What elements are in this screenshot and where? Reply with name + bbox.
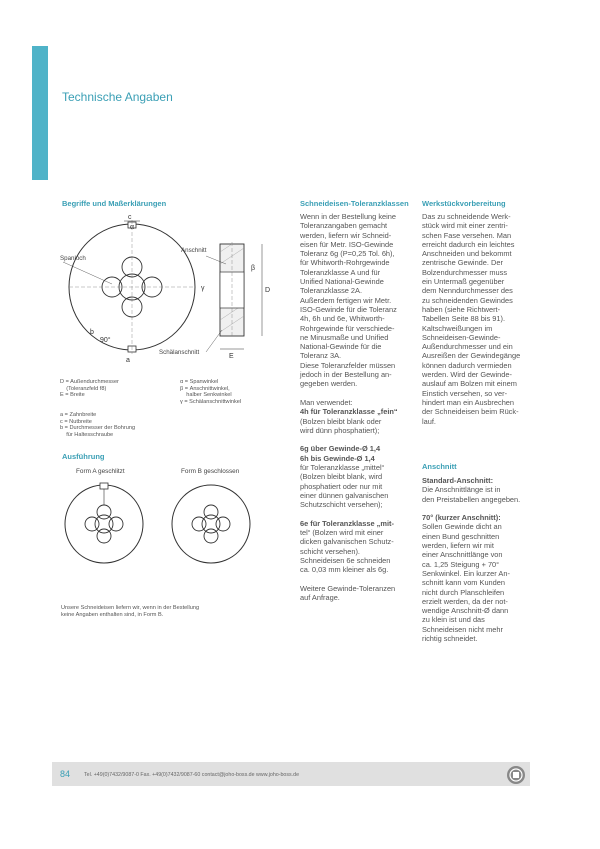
page-number: 84	[60, 769, 71, 779]
text-line: Schneideisen nicht mehr	[422, 624, 503, 634]
form-b-closed-die	[167, 480, 257, 570]
svg-text:b: b	[90, 329, 94, 336]
text-line: Diese Toleranzfelder müssen	[300, 360, 396, 370]
svg-text:α: α	[130, 224, 135, 231]
text-line: 70° (kurzer Anschnitt):	[422, 513, 501, 523]
text-line: auslauf am Bolzen mit einem	[422, 379, 517, 389]
text-line: 6h bis Gewinde-Ø 1,4	[300, 453, 375, 463]
text-line: haben (siehe Richtwert-	[422, 304, 501, 314]
text-line: einer dünnen galvanischen	[300, 490, 389, 500]
text-line: Toleranzklasse A und für	[300, 267, 381, 277]
label-form-b: Form B geschlossen	[181, 468, 240, 475]
text-line: Rohrgewinde für verschiede-	[300, 323, 395, 333]
text-line: gegeben werden.	[300, 379, 358, 389]
text-line: ca. 1,25 Steigung + 70°	[422, 559, 500, 569]
text-line: eisen für Metr. ISO-Gewinde	[300, 239, 394, 249]
prep-text	[422, 212, 520, 426]
text-line: werden, liefern wir mit	[422, 541, 494, 551]
text-line	[422, 504, 520, 513]
text-line: Die Anschnittlänge ist in	[422, 485, 501, 495]
text-line: ein Untermaß gegenüber	[422, 277, 505, 287]
svg-text:β: β	[251, 265, 256, 272]
text-line: dem Nenndurchmesser des	[422, 286, 513, 296]
text-line	[300, 510, 398, 519]
section-heading-chamfer: Anschnitt	[422, 462, 457, 471]
text-line: 4h für Toleranzklasse „fein“	[300, 407, 398, 417]
company-logo	[506, 765, 526, 785]
text-line: der Schneideisen beim Rück-	[422, 407, 519, 417]
text-line: auf Anfrage.	[300, 593, 340, 603]
label-spanloch: Spanloch	[60, 255, 86, 262]
svg-text:D: D	[265, 287, 271, 294]
text-line: Toleranz 6g (P=0,25 Tol. 6h),	[300, 249, 395, 259]
text-line: zu schneidenden Gewindes	[422, 295, 513, 305]
text-line	[300, 435, 398, 444]
text-line: Man verwendet:	[300, 397, 353, 407]
text-line: schnitt kann vom Kunden	[422, 578, 505, 588]
svg-text:a: a	[126, 357, 130, 364]
text-line: Außendurchmesser und ein	[422, 342, 513, 352]
form-a-slotted-die	[60, 480, 150, 570]
text-line: einer Anschnittlänge von	[422, 550, 503, 560]
die-dimension-drawing	[56, 212, 286, 382]
text-line	[300, 575, 398, 584]
text-line: Senkwinkel. Ein kurzer An-	[422, 568, 510, 578]
text-line: Einstich versehen, so ver-	[422, 388, 508, 398]
label-form-a: Form A geschlitzt	[76, 468, 125, 475]
svg-text:E: E	[229, 353, 234, 360]
text-line: hindert man ein Ausbrechen	[422, 397, 515, 407]
text-line: Tabellen Seite 88 bis 91).	[422, 314, 505, 324]
svg-text:90°: 90°	[100, 337, 111, 344]
text-line: schicht versehen).	[300, 546, 360, 556]
section-heading-tolerance: Schneideisen-Toleranzklassen	[300, 199, 409, 208]
text-line: Toleranzangaben gemacht	[300, 221, 388, 231]
section-heading-prep: Werkstückvorbereitung	[422, 199, 506, 208]
text-line: Weitere Gewinde-Toleranzen	[300, 583, 396, 593]
text-line: zentrische Gewinde. Der	[422, 258, 503, 268]
text-line: tel“ (Bolzen wird mit einer	[300, 528, 384, 538]
text-line	[300, 389, 398, 398]
text-line: erreicht dadurch ein leichtes	[422, 239, 515, 249]
text-line: Schneideisen 6e schneiden	[300, 555, 391, 565]
text-line: können dadurch vermieden	[422, 360, 512, 370]
label-anschnitt: Anschnitt	[181, 247, 207, 254]
text-line: Ausreißen der Gewindegänge	[422, 351, 521, 361]
text-line: phosphatiert oder nur mit	[300, 481, 383, 491]
text-line: (Bolzen bleibt blank oder	[300, 416, 382, 426]
text-line: für Whitworth-Rohrgewinde	[300, 258, 390, 268]
text-line: einen Bund geschnitten	[422, 531, 500, 541]
tolerance-text	[300, 212, 398, 602]
text-line: (Bolzen bleibt blank, wird	[300, 472, 383, 482]
text-line: ISO-Gewinde für die Toleranz	[300, 304, 397, 314]
text-line: werden, liefern wir Schneid-	[300, 230, 392, 240]
section-heading-terms: Begriffe und Maßerklärungen	[62, 199, 167, 208]
legend-angles: α = Spanwinkel β = Anschnittwinkel, halber Senkwinkel γ = Schälanschnittwinkel	[180, 379, 242, 405]
text-line: Außerdem fertigen wir Metr.	[300, 295, 392, 305]
text-line: nicht durch Planschleifen	[422, 587, 505, 597]
legend-dimensions: D = Außendurchmesser (Toleranzfeld f8) E = Breite a = Zahnbreite c = Nutbreite b = Durchmesser der Bohrung für Haltesschraube	[60, 379, 136, 438]
svg-text:γ: γ	[201, 285, 205, 292]
text-line: Sollen Gewinde dicht an	[422, 522, 502, 532]
text-line: Toleranz 3A.	[300, 351, 342, 361]
text-line: jedoch in der Bestellung an-	[300, 370, 392, 380]
design-note: Unsere Schneideisen liefern wir, wenn in der Bestellung keine Angaben enthalten sind, in Form B.	[61, 605, 200, 618]
text-line: für Toleranzklasse „mittel“	[300, 463, 385, 473]
text-line: 6e für Toleranzklasse „mit-	[300, 518, 394, 528]
page-title: Technische Angaben	[62, 90, 173, 104]
text-line: National-Gewinde für die	[300, 342, 382, 352]
chamfer-text	[422, 476, 520, 643]
text-line: den Preistabellen angegeben.	[422, 494, 521, 504]
text-line: dicken galvanischen Schutz-	[300, 537, 394, 547]
text-line: schen Fase versehen. Man	[422, 230, 512, 240]
text-line: 4h, 6h und 6e, Whitworth-	[300, 314, 385, 324]
text-line: Das zu schneidende Werk-	[422, 212, 511, 221]
text-line: stück wird mit einer zentri-	[422, 221, 508, 231]
text-line: Unified National-Gewinde	[300, 277, 384, 287]
text-line: Toleranzklasse 2A.	[300, 286, 363, 296]
text-line: zu klein ist und das	[422, 615, 485, 625]
label-schaelanschnitt: Schälanschnitt	[159, 349, 200, 356]
text-line: erzielt werden, da der not-	[422, 596, 508, 606]
text-line: Wenn in der Bestellung keine	[300, 212, 397, 221]
text-line: Standard-Anschnitt:	[422, 476, 494, 485]
text-line: Schneideisen-Gewinde-	[422, 332, 501, 342]
text-line: Kaltschweißungen im	[422, 323, 493, 333]
text-line: wird dünn phosphatiert);	[300, 425, 380, 435]
text-line: 6g über Gewinde-Ø 1,4	[300, 444, 381, 454]
svg-text:c: c	[128, 214, 132, 221]
section-heading-design: Ausführung	[62, 452, 105, 461]
text-line: Bolzendurchmesser muss	[422, 267, 508, 277]
text-line: ca. 0,03 mm kleiner als 6g.	[300, 565, 389, 575]
text-line: richtig schneidet.	[422, 634, 478, 644]
text-line: ne Minusmaße und Unified	[300, 332, 389, 342]
text-line: Schutzschicht versehen);	[300, 500, 383, 510]
footer-contact: Tel. +49(0)7432/9087-0 Fax. +49(0)7432/9087-60 contact@joho-boss.de www.joho-boss.de	[84, 772, 300, 778]
text-line: lauf.	[422, 416, 436, 426]
text-line: Anschneiden und bekommt	[422, 249, 512, 259]
text-line: werden. Wird der Gewinde-	[422, 370, 512, 380]
section-tab-marker	[32, 46, 48, 180]
text-line: wendige Anschnitt-Ø dann	[422, 606, 509, 616]
